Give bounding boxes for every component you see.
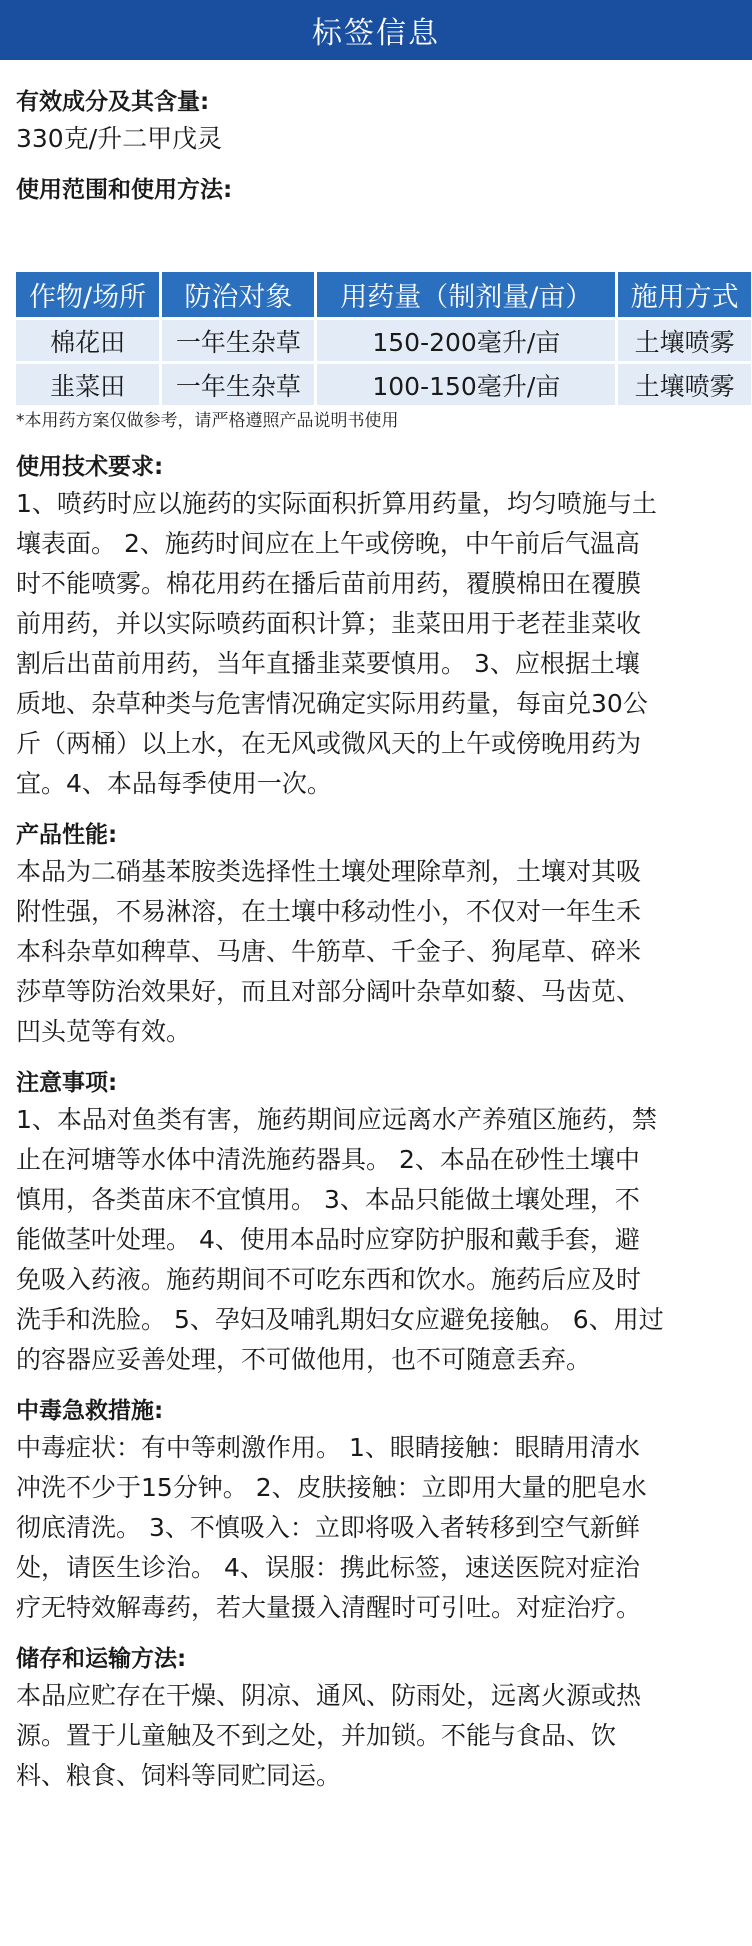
table-row — [16, 320, 751, 361]
section-title: 使用技术要求: — [16, 454, 164, 480]
section-first-aid — [16, 1394, 734, 1628]
text-line: 处，请医生诊治。 4、误服：携此标签，速送医院对症治 — [16, 1553, 640, 1582]
section-cautions — [16, 1066, 734, 1380]
column-header-target: 防治对象 — [162, 272, 314, 317]
label-content — [0, 85, 752, 1796]
text-line: 本科杂草如稗草、马唐、牛筋草、千金子、狗尾草、碎米 — [16, 937, 642, 966]
section-title: 产品性能: — [16, 822, 118, 848]
section-storage — [16, 1642, 734, 1796]
table-cell: 土壤喷雾 — [618, 320, 751, 361]
text-line: 1、本品对鱼类有害，施药期间应远离水产养殖区施药，禁 — [16, 1105, 657, 1134]
text-line: 免吸入药液。施药期间不可吃东西和饮水。施药后应及时 — [16, 1265, 642, 1294]
text-line: 前用药，并以实际喷药面积计算；韭菜田用于老茬韭菜收 — [16, 609, 642, 638]
section-title: 注意事项: — [16, 1070, 118, 1096]
section-active-ingredient — [16, 85, 734, 159]
text-line: 能做茎叶处理。 4、使用本品时应穿防护服和戴手套，避 — [16, 1225, 640, 1254]
table-cell: 棉花田 — [16, 320, 159, 361]
table-row — [16, 364, 751, 405]
text-line: 时不能喷雾。棉花用药在播后苗前用药，覆膜棉田在覆膜 — [16, 569, 642, 598]
text-line: 割后出苗前用药，当年直播韭菜要慎用。 3、应根据土壤 — [16, 649, 640, 678]
table-cell: 100-150毫升/亩 — [317, 364, 615, 405]
column-header-dosage: 用药量（制剂量/亩） — [317, 272, 615, 317]
text-line: 本品为二硝基苯胺类选择性土壤处理除草剂，土壤对其吸 — [16, 857, 642, 886]
table-cell: 一年生杂草 — [162, 364, 314, 405]
text-line: 止在河塘等水体中清洗施药器具。 2、本品在砂性土壤中 — [16, 1145, 640, 1174]
text-line: 宜。4、本品每季使用一次。 — [16, 769, 332, 798]
table-cell: 土壤喷雾 — [618, 364, 751, 405]
section-title: 中毒急救措施: — [16, 1398, 164, 1424]
table-cell: 一年生杂草 — [162, 320, 314, 361]
text-line: 料、粮食、饲料等同贮同运。 — [16, 1761, 342, 1790]
text-line: 斤（两桶）以上水，在无风或微风天的上午或傍晚用药为 — [16, 729, 642, 758]
text-line: 凹头苋等有效。 — [16, 1017, 192, 1046]
table-header-row — [16, 272, 751, 317]
text-line: 彻底清洗。 3、不慎吸入：立即将吸入者转移到空气新鲜 — [16, 1513, 640, 1542]
text-line: 附性强，不易淋溶，在土壤中移动性小，不仅对一年生禾 — [16, 897, 642, 926]
text-line: 1、喷药时应以施药的实际面积折算用药量，均匀喷施与土 — [16, 489, 657, 518]
section-title: 使用范围和使用方法: — [16, 177, 233, 203]
text-line: 本品应贮存在干燥、阴凉、通风、防雨处，远离火源或热 — [16, 1681, 642, 1710]
section-technical — [16, 450, 734, 804]
column-header-method: 施用方式 — [618, 272, 751, 317]
text-line: 莎草等防治效果好，而且对部分阔叶杂草如藜、马齿苋、 — [16, 977, 642, 1006]
text-line: 质地、杂草种类与危害情况确定实际用药量，每亩兑30公 — [16, 689, 648, 718]
text-line: 的容器应妥善处理，不可做他用，也不可随意丢弃。 — [16, 1345, 592, 1374]
page-header — [0, 0, 752, 60]
text-line: 疗无特效解毒药，若大量摄入清醒时可引吐。对症治疗。 — [16, 1593, 642, 1622]
page-title: 标签信息 — [312, 16, 440, 51]
usage-note: *本用药方案仅做参考，请严格遵照产品说明书使用 — [16, 411, 399, 431]
usage-table — [13, 269, 752, 408]
section-performance — [16, 818, 734, 1052]
text-line: 源。置于儿童触及不到之处，并加锁。不能与食品、饮 — [16, 1721, 617, 1750]
table-cell: 150-200毫升/亩 — [317, 320, 615, 361]
section-usage — [16, 173, 739, 432]
text-line: 洗手和洗脸。 5、孕妇及哺乳期妇女应避免接触。 6、用过 — [16, 1305, 664, 1334]
ingredient-value: 330克/升二甲戊灵 — [16, 124, 223, 153]
table-cell: 韭菜田 — [16, 364, 159, 405]
section-title: 储存和运输方法: — [16, 1646, 187, 1672]
text-line: 壤表面。 2、施药时间应在上午或傍晚，中午前后气温高 — [16, 529, 640, 558]
column-header-crop: 作物/场所 — [16, 272, 159, 317]
text-line: 中毒症状：有中等刺激作用。 1、眼睛接触：眼睛用清水 — [16, 1433, 640, 1462]
text-line: 慎用，各类苗床不宜慎用。 3、本品只能做土壤处理，不 — [16, 1185, 640, 1214]
section-title: 有效成分及其含量: — [16, 89, 210, 115]
text-line: 冲洗不少于15分钟。 2、皮肤接触：立即用大量的肥皂水 — [16, 1473, 647, 1502]
